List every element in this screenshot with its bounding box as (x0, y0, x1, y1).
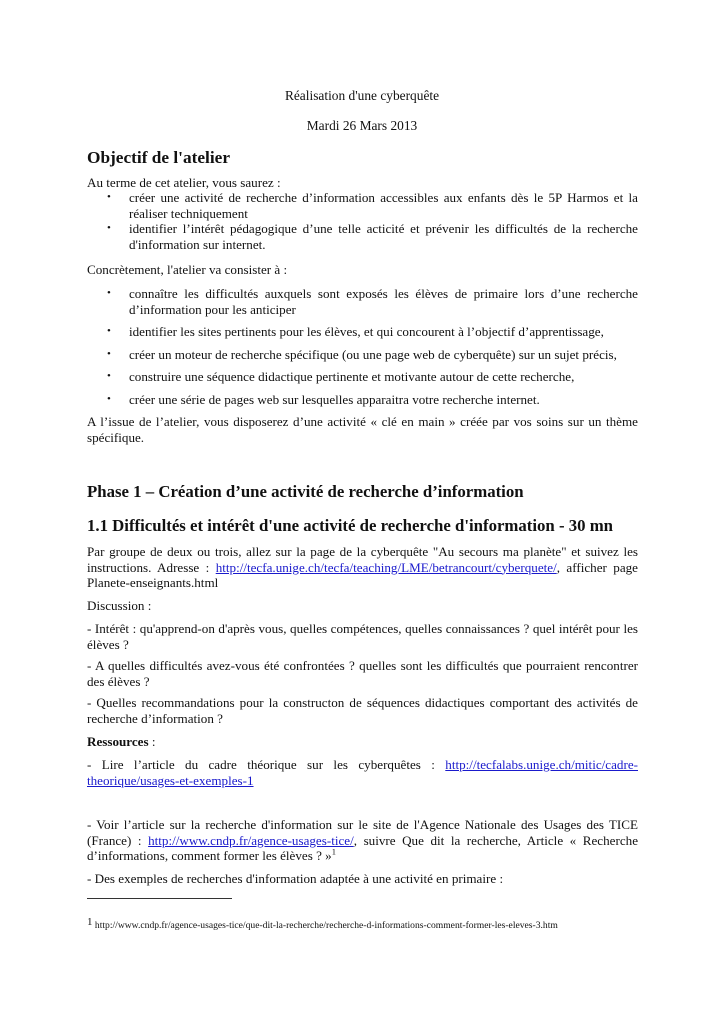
discussion-label: Discussion : (87, 598, 152, 613)
list-item: • créer un moteur de recherche spécifique (ou une page web de cyberquête) sur un sujet précis, (107, 346, 617, 362)
concretement-list (87, 286, 638, 415)
ressources-label: Ressources : (87, 734, 156, 749)
list-item: • construire une séquence didactique pertinente et motivante autour de cette recherche, (107, 369, 575, 385)
list-item: • connaître les difficultés auxquels sont exposés les élèves de primaire lors d’une recherche d’information pour les anticiper (107, 286, 638, 317)
footnote-divider (87, 898, 232, 899)
objectif-heading: Objectif de l'atelier (87, 148, 230, 167)
question-difficultes: - A quelles difficultés avez-vous été confrontées ? quelles sont les difficultés que pourraient rencontrer des élèves ? (87, 658, 638, 689)
objectif-intro: Au terme de cet atelier, vous saurez : (87, 175, 281, 190)
ressource-exemples: - Des exemples de recherches d'information adaptée à une activité en primaire : (87, 871, 504, 886)
bullet-icon: • (107, 325, 111, 338)
phase1-heading: Phase 1 – Création d’une activité de recherche d’information (87, 482, 524, 501)
list-item: • créer une activité de recherche d’information accessibles aux enfants dès le 5P Harmos et la réaliser techniquement (107, 190, 638, 221)
bullet-icon: • (107, 287, 111, 299)
agence-usages-link[interactable]: http://www.cndp.fr/agence-usages-tice/ (148, 832, 354, 848)
list-item: • identifier l’intérêt pédagogique d’une telle acticité et prévenir les difficultés de la recherche d'information sur internet. (107, 221, 638, 252)
footnote-text: http://www.cndp.fr/agence-usages-tice/que-dit-la-recherche/recherche-d-informations-comment-former-les-eleves-3.htm (94, 920, 558, 931)
list-item: • créer une série de pages web sur lesquelles apparaitra votre recherche internet. (107, 391, 540, 407)
objectif-list (87, 190, 638, 252)
ressource-cadre-theorique: - Lire l’article du cadre théorique sur les cyberquêtes : http://tecfalabs.unige.ch/mitic/cadre-theorique/usages-et-exemples-1 (87, 757, 638, 788)
question-interet: - Intérêt : qu'apprend-on d'après vous, quelles compétences, quelles connaissances ? quel intérêt pour les élèves ? (87, 621, 638, 652)
ressource-agence-usages: - Voir l’article sur la recherche d'information sur le site de l'Agence Nationale des Usages des TICE (France) : http://www.cndp.fr/agence-usages-tice/, suivre Que dit la recherche, Article « Recherche d’informations, comment former les élèves ? »$^1$ (87, 817, 639, 864)
issue-paragraph: A l’issue de l’atelier, vous disposerez d’une activité « clé en main » créée par vos soins sur un thème spécifique. (87, 414, 638, 445)
question-recommandations: - Quelles recommandations pour la constructon de séquences didactiques comportant des activités de recherche d’information ? (87, 695, 638, 726)
footnote-ref[interactable]: 1 (331, 846, 336, 857)
cadre-theorique-link[interactable]: http://tecfalabs.unige.ch/mitic/cadre-theorique/usages-et-exemples-1 (87, 757, 638, 788)
section11-heading: 1.1 Difficultés et intérêt d'une activité de recherche d'information - 30 mn (87, 516, 614, 535)
bullet-icon: • (107, 347, 111, 360)
document-title: Réalisation d'une cyberquête (284, 88, 440, 103)
footnote-number: 1 (87, 916, 93, 928)
list-item: • identifier les sites pertinents pour les élèves, et qui concourent à l’objectif d’apprentissage, (107, 324, 604, 340)
cyberquete-link[interactable]: http://tecfa.unige.ch/tecfa/teaching/LME/betrancourt/cyberquete/ (215, 559, 557, 575)
footnote (87, 918, 687, 934)
bullet-icon: • (107, 222, 111, 235)
bullet-icon: • (107, 370, 111, 383)
document-date: Mardi 26 Mars 2013 (306, 118, 418, 133)
concretement-intro: Concrètement, l'atelier va consister à : (87, 262, 288, 277)
bullet-icon: • (107, 191, 111, 203)
section11-intro: Par groupe de deux ou trois, allez sur la page de la cyberquête "Au secours ma planète" et suivez les instructions. Adresse : http://tecfa.unige.ch/tecfa/teaching/LME/betrancourt/cyberquete/, afficher page Planete-enseignants.html (87, 544, 638, 591)
bullet-icon: • (107, 392, 111, 405)
